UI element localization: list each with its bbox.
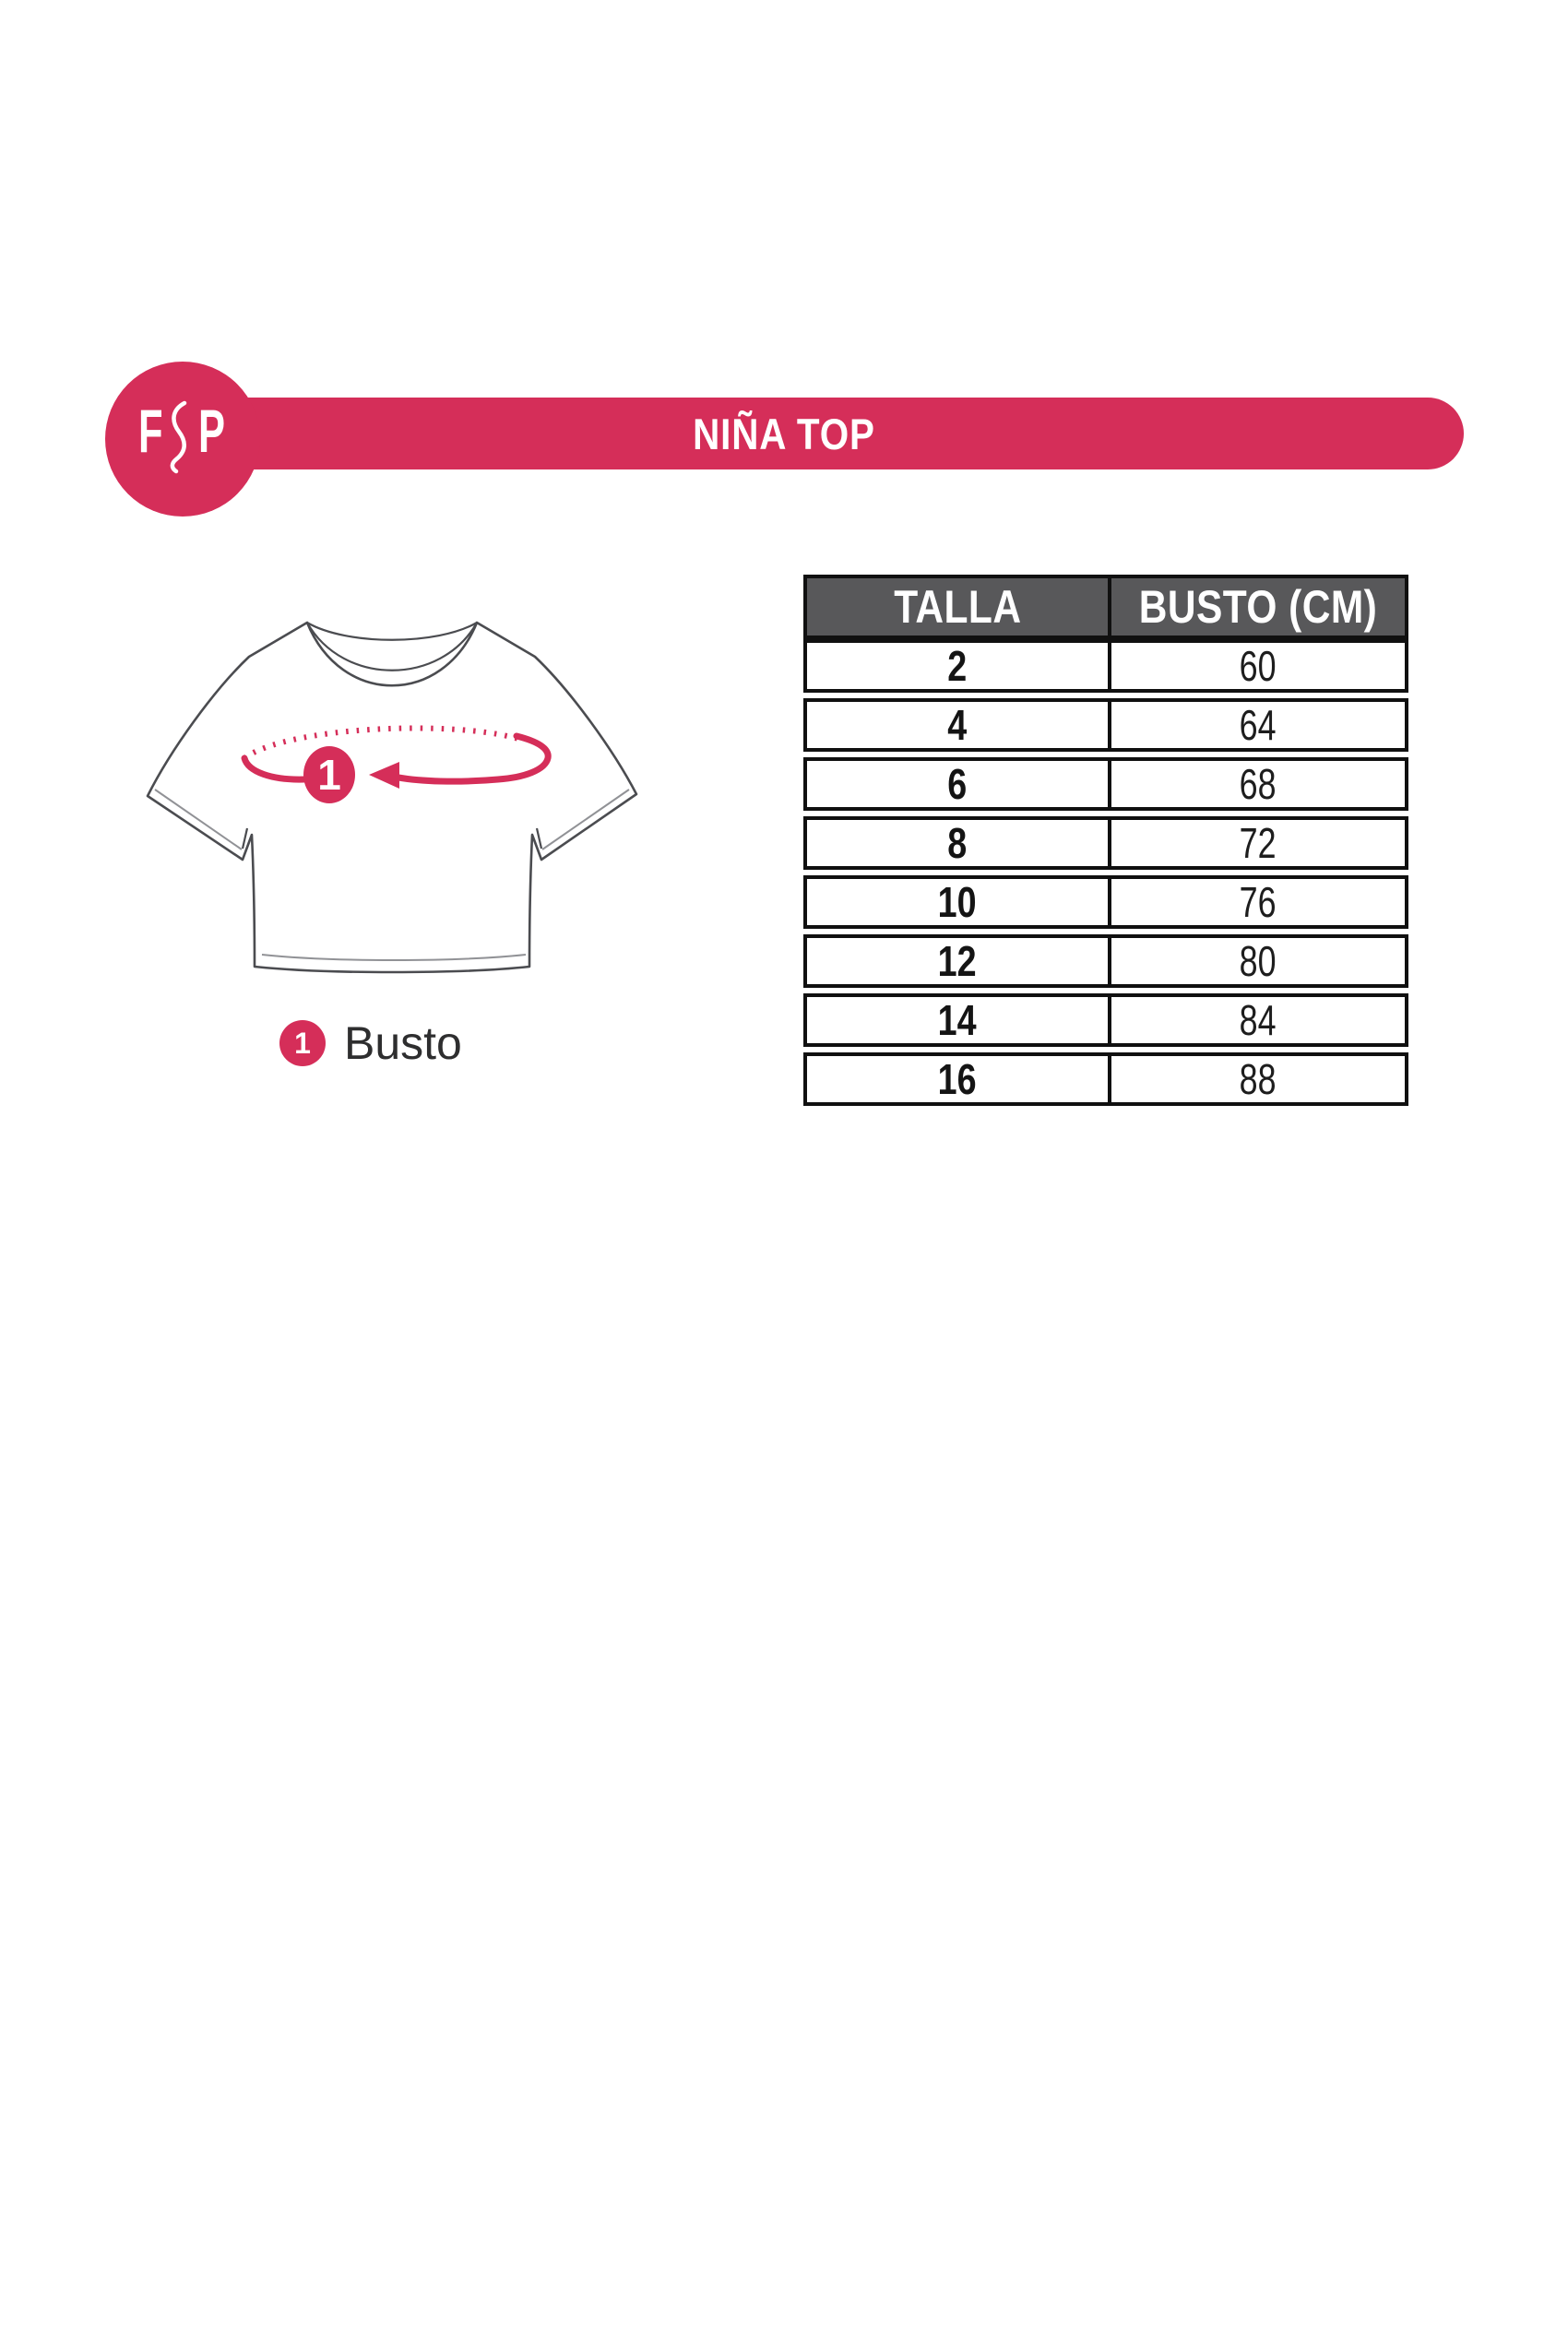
talla-value: 2: [947, 642, 968, 690]
talla-cell: [807, 643, 1111, 689]
busto-cell: [1111, 643, 1405, 689]
table-row: [803, 875, 1408, 929]
busto-value: 72: [1240, 819, 1277, 867]
header-cell-busto: [1111, 578, 1405, 636]
busto-value: 64: [1240, 701, 1277, 749]
talla-value: 6: [947, 760, 968, 808]
header-cell-talla: [807, 578, 1111, 636]
busto-value: 88: [1240, 1055, 1277, 1103]
table-row: [803, 1052, 1408, 1106]
talla-cell: [807, 761, 1111, 807]
table-row: [803, 934, 1408, 988]
table-row: [803, 757, 1408, 811]
busto-cell: [1111, 702, 1405, 748]
size-table: [803, 575, 1408, 1106]
busto-value: 80: [1240, 937, 1277, 985]
busto-value: 84: [1240, 996, 1277, 1044]
logo-letter-f: F: [138, 396, 163, 466]
busto-cell: [1111, 879, 1405, 925]
talla-cell: [807, 702, 1111, 748]
legend-marker-1: [279, 1020, 326, 1066]
tshirt-diagram: [138, 598, 655, 994]
col-header-talla: TALLA: [893, 581, 1022, 633]
legend-label: Busto: [344, 1017, 462, 1069]
busto-cell: [1111, 938, 1405, 984]
legend-marker-number: 1: [294, 1027, 311, 1060]
collar-back-line: [307, 623, 477, 640]
talla-value: 8: [947, 819, 968, 867]
tshirt-outline: [148, 623, 636, 972]
talla-value: 14: [938, 996, 977, 1044]
talla-value: 4: [947, 701, 968, 749]
logo-letter-p: P: [198, 396, 226, 466]
talla-cell: [807, 997, 1111, 1043]
busto-cell: [1111, 997, 1405, 1043]
talla-cell: [807, 820, 1111, 866]
table-row: [803, 639, 1408, 693]
table-row: [803, 816, 1408, 870]
table-row: [803, 993, 1408, 1047]
page-title-text: NIÑA TOP: [693, 409, 875, 458]
table-header-row: [803, 575, 1408, 639]
busto-cell: [1111, 761, 1405, 807]
table-row: [803, 698, 1408, 752]
busto-value: 76: [1240, 878, 1277, 926]
col-header-busto: BUSTO (CM): [1138, 581, 1378, 633]
busto-cell: [1111, 1056, 1405, 1102]
talla-value: 16: [938, 1055, 977, 1103]
marker-1-number: 1: [317, 751, 341, 799]
busto-cell: [1111, 820, 1405, 866]
talla-value: 12: [938, 937, 977, 985]
talla-cell: [807, 1056, 1111, 1102]
talla-cell: [807, 938, 1111, 984]
busto-value: 60: [1240, 642, 1277, 690]
legend-busto: [279, 1017, 462, 1069]
brand-logo: [105, 362, 260, 517]
talla-cell: [807, 879, 1111, 925]
brand-logo-icon: [105, 362, 260, 517]
busto-value: 68: [1240, 760, 1277, 808]
talla-value: 10: [938, 878, 977, 926]
